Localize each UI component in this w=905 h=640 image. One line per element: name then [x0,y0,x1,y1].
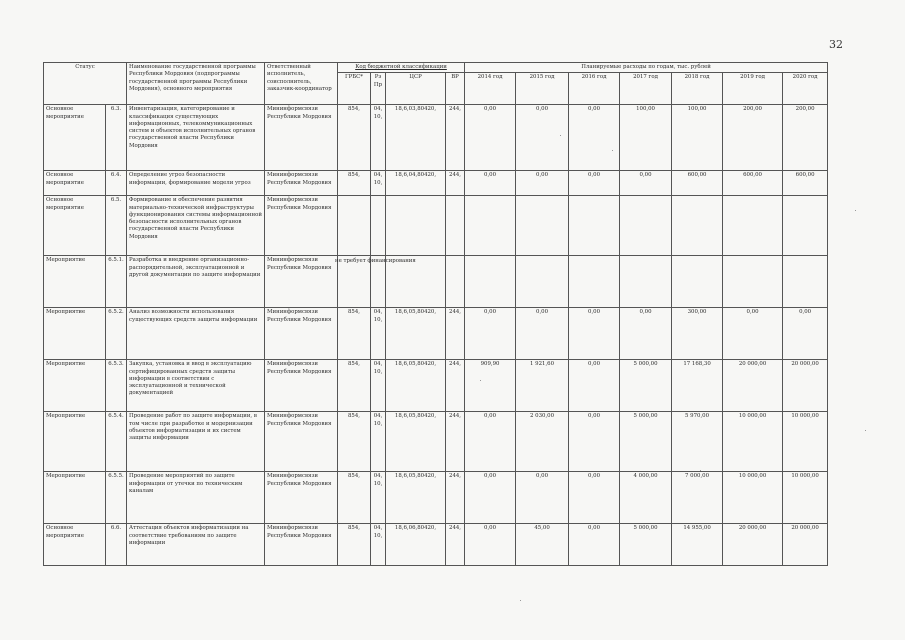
row-rzpr: 04,10, [371,171,386,196]
row-status: Основное мероприятие [44,171,106,196]
row-status: Мероприятие [44,472,106,524]
row-grbs: 854, [338,360,371,412]
row-value-year-2016 [569,196,620,256]
row-responsible: Мининформсвязи Республики Мордовия [265,308,338,360]
scan-speck [855,210,856,211]
row-rzpr: 04,10, [371,524,386,566]
table-row [44,360,828,412]
row-value-year-2020: 200,00 [783,105,828,171]
header-program-name: Наименование государственной программы Республики Мордовия (подпрограммы государственной программы Республики Мордовия), основного мероприятия [127,63,265,105]
row-responsible: Мининформсвязи Республики Мордовия [265,472,338,524]
row-name: Анализ возможности использования существующих средств защиты информации [127,308,265,360]
row-rzpr [371,196,386,256]
row-csr: 18,6,05,80420, [386,308,446,360]
header-year-2016: 2016 год [569,73,620,105]
row-value-year-2014: 909,90 [465,360,516,412]
row-number: 6.5.1. [106,256,127,308]
row-rzpr: 04,10, [371,472,386,524]
row-grbs: 854, [338,524,371,566]
row-csr: 18,6,04,80420, [386,171,446,196]
page-number: 32 [829,38,843,51]
row-value-year-2017 [620,256,672,308]
row-name: Проведение работ по защите информации, в том числе при разработке и модернизации объектов информатизации и их систем защиты информации [127,412,265,472]
row-csr: 18,6,05,80420, [386,360,446,412]
header-vr: ВР [446,73,465,105]
row-number: 6.4. [106,171,127,196]
row-name: Закупка, установка и ввод в эксплуатацию сертифицированных средств защиты информации в соответствии с эксплуатационной и технической документацией [127,360,265,412]
row-value-year-2019: 20 000,00 [723,524,783,566]
header-status: Статус [44,63,127,105]
row-vr [446,256,465,308]
table-row [44,171,828,196]
header-year-2020: 2020 год [783,73,828,105]
row-value-year-2016: 0,00 [569,524,620,566]
row-rzpr: 04,10, [371,412,386,472]
row-responsible-text: Мининформсвязи Республики Мордовия [267,257,332,271]
row-grbs: 854, [338,105,371,171]
row-vr [446,196,465,256]
row-value-year-2015: 1 921,60 [516,360,569,412]
row-number: 6.5. [106,196,127,256]
header-year-2014: 2014 год [465,73,516,105]
row-csr: 18,6,03,80420, [386,105,446,171]
row-responsible: Мининформсвязи Республики Мордовия [265,412,338,472]
row-vr: 244, [446,412,465,472]
row-responsible [265,256,416,308]
row-value-year-2019: 10 000,00 [723,412,783,472]
row-value-year-2016 [569,256,620,308]
row-value-year-2020: 10 000,00 [783,412,828,472]
row-rzpr: 04,10, [371,105,386,171]
row-status: Мероприятие [44,308,106,360]
row-value-year-2017: 5 000,00 [620,412,672,472]
scan-speck [700,470,701,471]
row-value-year-2014 [465,256,516,308]
row-value-year-2018 [672,256,723,308]
row-value-year-2017: 0,00 [620,308,672,360]
header-year-2015: 2015 год [516,73,569,105]
row-value-year-2015: 0,00 [516,472,569,524]
no-funding-note: не требует финансирования [335,258,416,265]
row-value-year-2020: 10 000,00 [783,472,828,524]
row-vr: 244, [446,360,465,412]
row-value-year-2020 [783,196,828,256]
row-status: Мероприятие [44,256,106,308]
row-value-year-2017: 0,00 [620,171,672,196]
row-value-year-2014 [465,196,516,256]
scan-speck [480,380,481,381]
scan-speck [865,430,866,431]
row-value-year-2020: 600,00 [783,171,828,196]
row-name: Инвентаризация, категорирование и классификация существующих информационных, телекоммуникационных систем и объектов исполнительных органов государственной власти Республики Мордовия [127,105,265,171]
row-vr: 244, [446,308,465,360]
row-status: Основное мероприятие [44,524,106,566]
row-csr: 18,6,05,80420, [386,472,446,524]
row-number: 6.5.5. [106,472,127,524]
row-grbs: 854, [338,412,371,472]
row-value-year-2015: 0,00 [516,308,569,360]
row-responsible: Мининформсвязи Республики Мордовия [265,171,338,196]
row-value-year-2018: 14 955,00 [672,524,723,566]
row-value-year-2016: 0,00 [569,105,620,171]
row-status: Мероприятие [44,360,106,412]
row-grbs: 854, [338,308,371,360]
row-status: Основное мероприятие [44,196,106,256]
row-value-year-2014: 0,00 [465,171,516,196]
row-status: Мероприятие [44,412,106,472]
row-value-year-2014: 0,00 [465,472,516,524]
row-value-year-2017: 5 000,00 [620,524,672,566]
row-value-year-2020: 20 000,00 [783,360,828,412]
row-rzpr: 04,10, [371,308,386,360]
row-responsible: Мининформсвязи Республики Мордовия [265,196,338,256]
table-row [44,105,828,171]
row-vr: 244, [446,472,465,524]
row-value-year-2016: 0,00 [569,360,620,412]
row-value-year-2019 [723,196,783,256]
header-budget-code: Код бюджетной классификации [338,63,465,73]
header-grbs: ГРБС* [338,73,371,105]
row-value-year-2019 [723,256,783,308]
row-name: Формирование и обеспечение развития материально-технической инфраструктуры функционирования системы информационной безопасности исполнительных органов государственной власти Республики Мордовия [127,196,265,256]
row-value-year-2018: 5 970,00 [672,412,723,472]
row-responsible: Мининформсвязи Республики Мордовия [265,105,338,171]
row-value-year-2016: 0,00 [569,412,620,472]
program-expenses-table [43,62,828,566]
row-value-year-2018 [672,196,723,256]
table-row [44,524,828,566]
header-year-2017: 2017 год [620,73,672,105]
table-row [44,308,828,360]
row-number: 6.5.4. [106,412,127,472]
row-value-year-2017: 4 000,00 [620,472,672,524]
row-name: Проведение мероприятий по защите информации от утечки по техническим каналам [127,472,265,524]
row-value-year-2014: 0,00 [465,308,516,360]
row-value-year-2018: 100,00 [672,105,723,171]
row-value-year-2015: 0,00 [516,171,569,196]
row-number: 6.5.3. [106,360,127,412]
row-vr: 244, [446,524,465,566]
header-planned-expenses: Планируемые расходы по годам, тыс. рублей [465,63,828,73]
row-value-year-2017: 100,00 [620,105,672,171]
row-value-year-2016: 0,00 [569,171,620,196]
row-value-year-2015 [516,256,569,308]
row-value-year-2019: 0,00 [723,308,783,360]
header-year-2018: 2018 год [672,73,723,105]
row-csr [386,196,446,256]
row-value-year-2016: 0,00 [569,472,620,524]
row-value-year-2017: 5 000,00 [620,360,672,412]
row-value-year-2018: 17 168,30 [672,360,723,412]
row-value-year-2017 [620,196,672,256]
row-vr: 244, [446,105,465,171]
row-number: 6.6. [106,524,127,566]
row-value-year-2015: 0,00 [516,105,569,171]
row-csr: 18,6,06,80420, [386,524,446,566]
row-value-year-2014: 0,00 [465,524,516,566]
row-name: Аттестация объектов информатизации на соответствие требованиям по защите информации [127,524,265,566]
row-responsible: Мининформсвязи Республики Мордовия [265,360,338,412]
row-value-year-2019: 600,00 [723,171,783,196]
row-value-year-2019: 20 000,00 [723,360,783,412]
row-value-year-2019: 200,00 [723,105,783,171]
row-vr: 244, [446,171,465,196]
row-value-year-2015: 2 030,00 [516,412,569,472]
row-number: 6.3. [106,105,127,171]
row-value-year-2014: 0,00 [465,412,516,472]
row-grbs: 854, [338,171,371,196]
header-responsible: Ответственный исполнитель, соисполнитель, заказчик-координатор [265,63,338,105]
row-value-year-2018: 300,00 [672,308,723,360]
row-value-year-2020 [783,256,828,308]
row-value-year-2019: 10 000,00 [723,472,783,524]
row-number: 6.5.2. [106,308,127,360]
table-row [44,472,828,524]
scan-speck [520,600,521,601]
header-year-2019: 2019 год [723,73,783,105]
row-value-year-2015: 45,00 [516,524,569,566]
row-value-year-2018: 600,00 [672,171,723,196]
table-row [44,256,828,308]
row-status: Основное мероприятие [44,105,106,171]
row-value-year-2018: 7 000,00 [672,472,723,524]
row-value-year-2020: 0,00 [783,308,828,360]
scan-speck [560,135,561,136]
row-value-year-2015 [516,196,569,256]
scan-speck [612,150,613,151]
row-responsible: Мининформсвязи Республики Мордовия [265,524,338,566]
row-value-year-2020: 20 000,00 [783,524,828,566]
table-row [44,412,828,472]
row-grbs [338,196,371,256]
row-rzpr: 04,10, [371,360,386,412]
row-value-year-2014: 0,00 [465,105,516,171]
header-csr: ЦСР [386,73,446,105]
row-value-year-2016: 0,00 [569,308,620,360]
row-name: Разработка и внедрение организационно-распорядительной, эксплуатационной и другой документации по защите информации [127,256,265,308]
row-name: Определение угроз безопасности информации, формирование модели угроз [127,171,265,196]
row-grbs: 854, [338,472,371,524]
table-row [44,196,828,256]
header-rzpr: Рз Пр [371,73,386,105]
row-csr: 18,6,05,80420, [386,412,446,472]
